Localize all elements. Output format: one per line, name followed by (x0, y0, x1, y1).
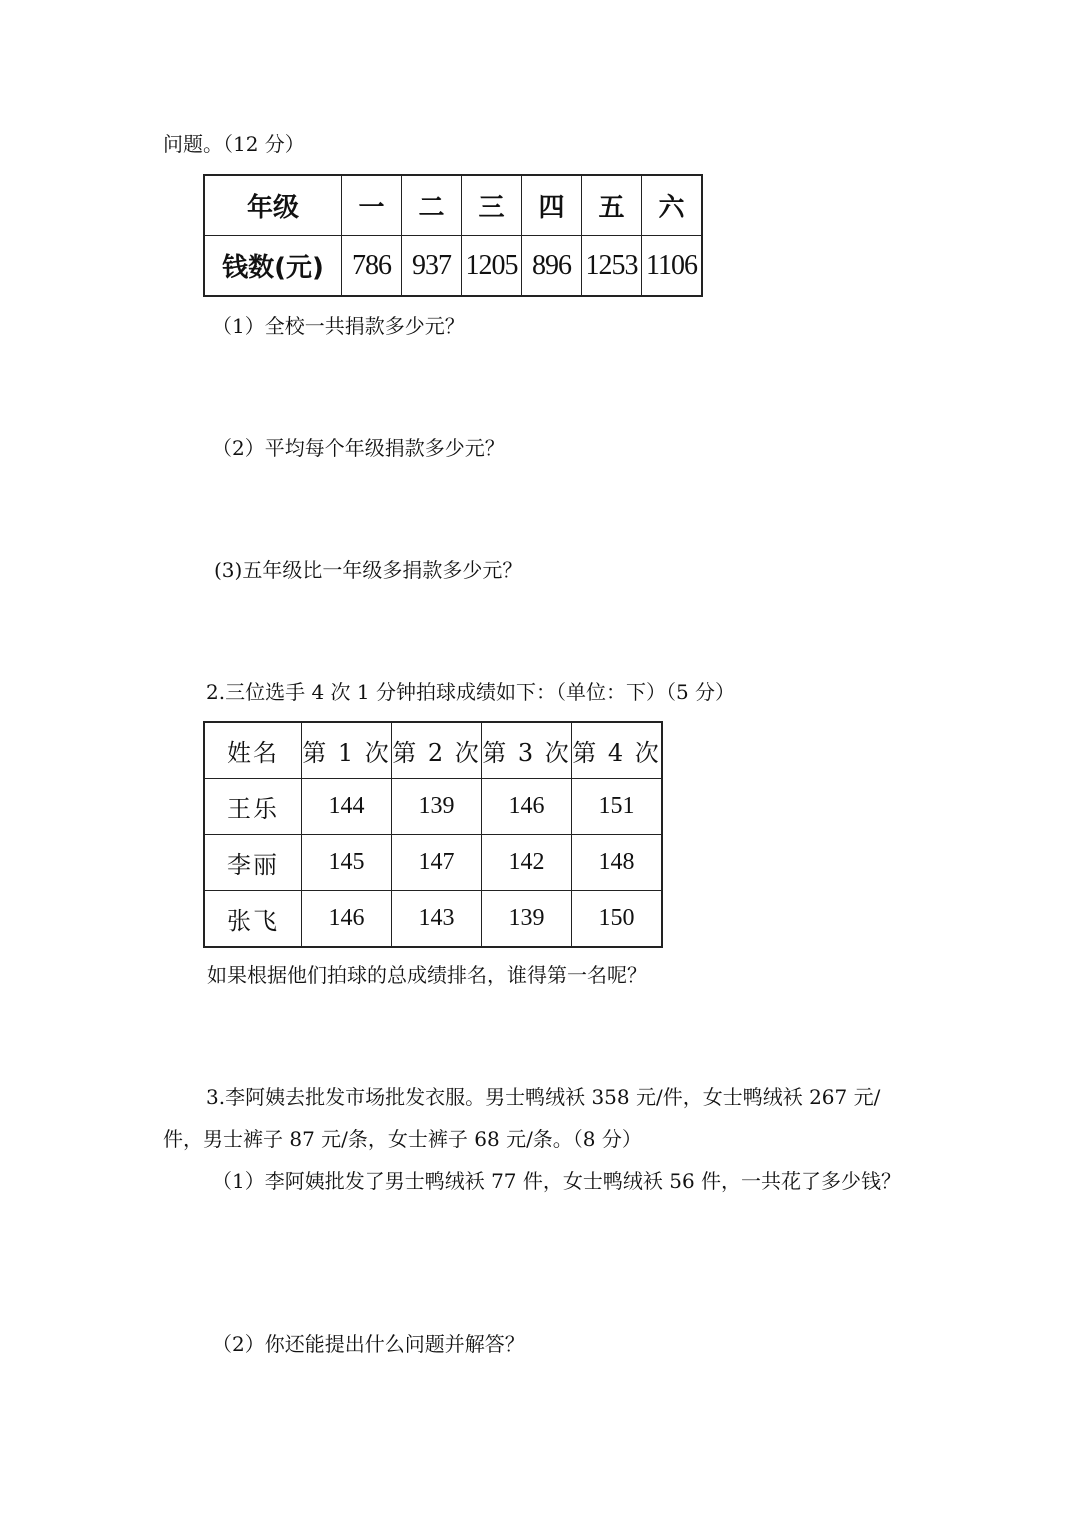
score-cell: 145 (302, 835, 392, 891)
question-1-3: (3)五年级比一年级多捐款多少元？ (214, 558, 523, 582)
question-3-2: （2）你还能提出什么问题并解答？ (212, 1332, 525, 1356)
name-cell: 王乐 (204, 779, 302, 835)
header-cell: 四 (522, 175, 582, 236)
intro-text: 问题。（12 分） (163, 132, 305, 156)
header-cell: 六 (642, 175, 703, 236)
donation-table (203, 174, 703, 297)
score-cell: 139 (392, 779, 482, 835)
score-table (203, 721, 663, 948)
question-1-1: （1）全校一共捐款多少元？ (212, 314, 465, 338)
question-3-line-1: 3.李阿姨去批发市场批发衣服。男士鸭绒袄 358 元/件，女士鸭绒袄 267 元/ (206, 1085, 881, 1109)
header-cell: 一 (342, 175, 402, 236)
header-cell: 年级 (204, 175, 342, 236)
header-cell: 第 3 次 (482, 722, 572, 779)
value-cell: 1205 (462, 236, 522, 297)
question-2-text: 如果根据他们拍球的总成绩排名，谁得第一名呢？ (207, 963, 647, 987)
score-cell: 143 (392, 891, 482, 948)
header-cell: 二 (402, 175, 462, 236)
table-row (204, 236, 702, 297)
name-cell: 张飞 (204, 891, 302, 948)
name-cell: 李丽 (204, 835, 302, 891)
header-cell: 第 1 次 (302, 722, 392, 779)
header-cell: 姓名 (204, 722, 302, 779)
question-1-2: （2）平均每个年级捐款多少元？ (212, 436, 505, 460)
question-3-1: （1）李阿姨批发了男士鸭绒袄 77 件，女士鸭绒袄 56 件，一共花了多少钱？ (212, 1169, 902, 1193)
table-row (204, 779, 662, 835)
score-cell: 142 (482, 835, 572, 891)
row-label-cell: 钱数(元) (204, 236, 342, 297)
table-row (204, 175, 702, 236)
score-cell: 146 (302, 891, 392, 948)
question-3-line-2: 件，男士裤子 87 元/条，女士裤子 68 元/条。（8 分） (163, 1127, 642, 1151)
score-cell: 144 (302, 779, 392, 835)
score-cell: 151 (572, 779, 663, 835)
score-cell: 150 (572, 891, 663, 948)
score-cell: 146 (482, 779, 572, 835)
header-cell: 第 4 次 (572, 722, 663, 779)
question-2-title: 2.三位选手 4 次 1 分钟拍球成绩如下：（单位：下）（5 分） (206, 680, 736, 704)
header-cell: 五 (582, 175, 642, 236)
score-cell: 147 (392, 835, 482, 891)
table-row (204, 722, 662, 779)
value-cell: 937 (402, 236, 462, 297)
value-cell: 1106 (642, 236, 703, 297)
table-row (204, 891, 662, 948)
value-cell: 896 (522, 236, 582, 297)
table-row (204, 835, 662, 891)
score-cell: 139 (482, 891, 572, 948)
score-cell: 148 (572, 835, 663, 891)
value-cell: 786 (342, 236, 402, 297)
header-cell: 第 2 次 (392, 722, 482, 779)
value-cell: 1253 (582, 236, 642, 297)
header-cell: 三 (462, 175, 522, 236)
